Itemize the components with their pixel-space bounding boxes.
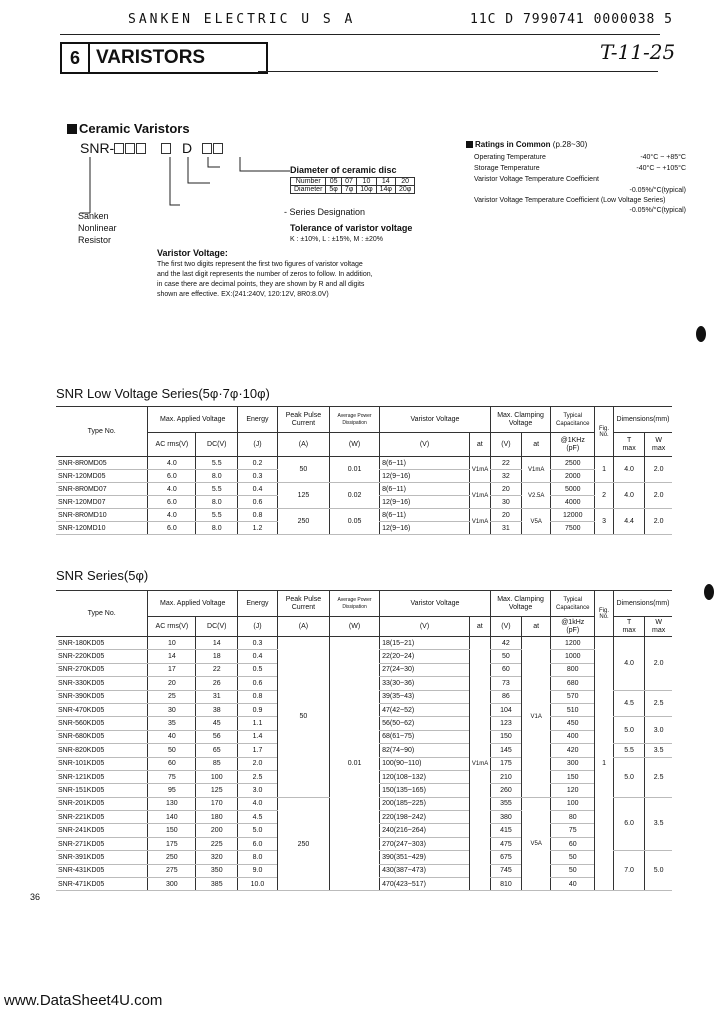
- table-cell: 300: [148, 878, 196, 891]
- handwritten-note: T-11-25: [600, 40, 676, 64]
- table-cell: SNR-120MD05: [56, 470, 148, 483]
- table-cell: 220(198~242): [380, 811, 470, 824]
- table-cell: V1mA: [522, 457, 551, 483]
- table-cell: 8(6~11): [380, 509, 470, 522]
- table-cell: 150: [148, 824, 196, 837]
- table-cell: SNR-220KD05: [56, 650, 148, 663]
- table-cell: 745: [490, 864, 521, 877]
- table-cell: 0.4: [238, 483, 278, 496]
- table-cell: 60: [148, 757, 196, 770]
- tolerance-text: K : ±10%, L : ±15%, M : ±20%: [290, 236, 383, 243]
- table-cell: 8(6~11): [380, 483, 470, 496]
- table-cell: V2.5A: [522, 483, 551, 509]
- dim-t: 5.0: [613, 757, 644, 797]
- table-cell: 100(90~110): [380, 757, 470, 770]
- table-cell: 415: [490, 824, 521, 837]
- table-cell: 60: [551, 837, 595, 850]
- table-cell: 8.0: [196, 496, 238, 509]
- table-cell: 50: [148, 744, 196, 757]
- rating-row: -0.05%/°C(typical): [629, 187, 686, 194]
- table-cell: 0.8: [238, 690, 278, 703]
- dim-w: 3.5: [645, 797, 672, 851]
- snr5-body: [56, 637, 672, 891]
- table-cell: 50: [277, 457, 329, 483]
- table-cell: 2.0: [645, 457, 672, 483]
- table-cell: 0.4: [238, 650, 278, 663]
- table-cell: 12(9~16): [380, 496, 470, 509]
- table-cell: 125: [196, 784, 238, 797]
- snr5-title: SNR Series(5φ): [56, 568, 149, 583]
- dim-w: 2.5: [645, 757, 672, 797]
- punch-hole: [696, 326, 706, 342]
- avg-power-merged: 0.01: [330, 637, 380, 891]
- table-cell: 2.0: [645, 483, 672, 509]
- table-cell: SNR-101KD05: [56, 757, 148, 770]
- rating-row: Varistor Voltage Temperature Coefficient: [474, 176, 599, 183]
- section-rule: [258, 71, 658, 72]
- peak-current-merged: 50: [277, 637, 329, 798]
- dim-w: 2.5: [645, 690, 672, 717]
- table-cell: 0.9: [238, 703, 278, 716]
- table-cell: 80: [551, 811, 595, 824]
- table-cell: 25: [148, 690, 196, 703]
- table-cell: 39(35~43): [380, 690, 470, 703]
- dim-t: 6.0: [613, 797, 644, 851]
- table-cell: 5.5: [196, 457, 238, 470]
- table-row: [56, 483, 672, 496]
- table-cell: 14: [196, 637, 238, 650]
- table-cell: 7500: [551, 522, 595, 535]
- table-cell: 8.0: [238, 851, 278, 864]
- table-cell: 675: [490, 851, 521, 864]
- clamp-at-merged: V5A: [522, 797, 551, 891]
- document-code: 11C D 7990741 0000038 5: [470, 12, 674, 27]
- table-cell: 355: [490, 797, 521, 810]
- table-cell: 20: [148, 677, 196, 690]
- table-cell: 22(20~24): [380, 650, 470, 663]
- table-cell: 260: [490, 784, 521, 797]
- table-cell: SNR-120MD07: [56, 496, 148, 509]
- table-cell: 1.7: [238, 744, 278, 757]
- table-cell: 1000: [551, 650, 595, 663]
- dim-t: 5.0: [613, 717, 644, 744]
- low-series-title: SNR Low Voltage Series(5φ·7φ·10φ): [56, 386, 270, 401]
- table-cell: SNR-390KD05: [56, 690, 148, 703]
- table-cell: 86: [490, 690, 521, 703]
- table-cell: 150(135~165): [380, 784, 470, 797]
- table-cell: 27(24~30): [380, 663, 470, 676]
- table-cell: 570: [551, 690, 595, 703]
- table-cell: 4000: [551, 496, 595, 509]
- table-cell: 75: [148, 770, 196, 783]
- table-cell: 320: [196, 851, 238, 864]
- table-row: [56, 457, 672, 470]
- table-cell: 8(6~11): [380, 457, 470, 470]
- table-cell: 175: [148, 837, 196, 850]
- table-cell: 120: [551, 784, 595, 797]
- table-cell: 47(42~52): [380, 703, 470, 716]
- table-cell: 150: [551, 770, 595, 783]
- table-cell: 150: [490, 730, 521, 743]
- table-cell: 20: [490, 483, 521, 496]
- table-cell: 50: [551, 864, 595, 877]
- table-cell: SNR-391KD05: [56, 851, 148, 864]
- table-cell: 1.4: [238, 730, 278, 743]
- table-cell: 12000: [551, 509, 595, 522]
- table-cell: 390(351~429): [380, 851, 470, 864]
- table-cell: 200: [196, 824, 238, 837]
- table-cell: 60: [490, 663, 521, 676]
- table-cell: 10.0: [238, 878, 278, 891]
- table-cell: 470(423~517): [380, 878, 470, 891]
- dim-t: 7.0: [613, 851, 644, 891]
- table-cell: 6.0: [148, 522, 196, 535]
- table-cell: 420: [551, 744, 595, 757]
- table-cell: 275: [148, 864, 196, 877]
- dim-w: 3.0: [645, 717, 672, 744]
- table-cell: 33(30~36): [380, 677, 470, 690]
- table-cell: 30: [148, 703, 196, 716]
- header-rule: [60, 34, 660, 35]
- table-cell: 4.0: [613, 483, 644, 509]
- rating-row: -0.05%/°C(typical): [629, 207, 686, 214]
- table-cell: 810: [490, 878, 521, 891]
- table-cell: 200(185~225): [380, 797, 470, 810]
- dim-w: 2.0: [645, 637, 672, 691]
- table-cell: 0.6: [238, 496, 278, 509]
- table-cell: 0.5: [238, 663, 278, 676]
- part-code-diagram: SNR- D: [80, 140, 224, 156]
- table-cell: 31: [490, 522, 521, 535]
- table-cell: 20: [490, 509, 521, 522]
- table-cell: 1200: [551, 637, 595, 650]
- table-cell: 5.5: [196, 509, 238, 522]
- rating-row: Varistor Voltage Temperature Coefficient (Low Voltage Series): [474, 197, 666, 204]
- table-cell: 130: [148, 797, 196, 810]
- table-cell: 50: [490, 650, 521, 663]
- table-cell: 6.0: [148, 496, 196, 509]
- clamp-at-merged: V1A: [522, 637, 551, 798]
- table-cell: 400: [551, 730, 595, 743]
- table-row: [56, 637, 672, 650]
- table-cell: 270(247~303): [380, 837, 470, 850]
- table-cell: 2: [595, 483, 614, 509]
- footer-watermark: www.DataSheet4U.com: [4, 992, 163, 1009]
- diameter-table: Number 05 07 10 14 20 Diameter 5φ 7φ 10φ 14φ 20φ: [290, 177, 415, 194]
- table-cell: SNR-151KD05: [56, 784, 148, 797]
- table-cell: SNR-241KD05: [56, 824, 148, 837]
- table-cell: SNR-120MD10: [56, 522, 148, 535]
- snr5-table: Type No. Max. Applied Voltage Energy Peak Pulse Current Average Power Dissipation Varistor Voltage Max. Clamping Voltage Typical Capacitance Fig. No. Dimensions(mm) AC rms(V) DC(V) (J) (A) (W) (V) at (V) at @1kHz (pF) T max W max SNR-180KD05 10 14 0.3 50 0.01 18(15~21) V1mA 42 V1A 1200 1 4.0 2.0 SNR-220KD05 14 18 0.4 22(20~24) 50 1000 SNR-270KD05 17 22 0.5 27(24~30) 60 800 SNR-330KD05 20 26 0.6 33(30~36) 73 680 SNR-390KD05 25 31 0.8 39(35~43) 86 570 4.5 2.5 SNR-470KD05 30 38 0.9 47(42~52) 104 510 SNR-560KD05 35 45 1.1 56(50~62) 123 450 5.0 3.0 SNR-680KD05 40 56 1.4 68(61~75) 150 400 SNR-820KD05 50 65 1.7 82(74~90) 145 420 5.5 3.5 SNR-101KD05 60 85 2.0 100(90~110) 175 300 5.0 2.5 SNR-121KD05 75 100 2.5 120(108~132) 210 150 SNR-151KD05 95 125 3.0 150(135~165) 260 120 SNR-201KD05 130 170 4.0 250 200(185~225) 355 V5A 100 6.0 3.5 SNR-221KD05 140 180 4.5 220(198~242) 380 80 SNR-241KD05 150 200 5.0 240(216~264) 415 75 SNR-271KD05 175 225 6.0 270(247~303) 475 60 SNR-391KD05 250 320 8.0 390(351~429) 675 50 7.0 5.0 SNR-431KD05 275 350 9.0 430(387~473) 745 50 SNR-471KD05 300 385 10.0 470(423~517) 810 40: [56, 590, 672, 891]
- table-cell: V1mA: [469, 509, 490, 535]
- table-cell: 5.5: [196, 483, 238, 496]
- sanken-label: Sanken Nonlinear Resistor: [78, 211, 117, 245]
- table-cell: 1: [595, 457, 614, 483]
- table-cell: 85: [196, 757, 238, 770]
- table-cell: 4.0: [238, 797, 278, 810]
- table-row: [56, 509, 672, 522]
- table-cell: 0.02: [330, 483, 380, 509]
- table-cell: 30: [490, 496, 521, 509]
- table-cell: 65: [196, 744, 238, 757]
- table-cell: 14: [148, 650, 196, 663]
- table-cell: 10: [148, 637, 196, 650]
- table-cell: 125: [277, 483, 329, 509]
- table-cell: 31: [196, 690, 238, 703]
- table-cell: 180: [196, 811, 238, 824]
- table-cell: 40: [551, 878, 595, 891]
- diameter-label: Diameter of ceramic disc: [290, 165, 397, 175]
- table-cell: 0.01: [330, 457, 380, 483]
- dim-t: 4.5: [613, 690, 644, 717]
- varistor-voltage-label: Varistor Voltage:: [157, 248, 228, 258]
- table-cell: SNR-180KD05: [56, 637, 148, 650]
- table-cell: 140: [148, 811, 196, 824]
- table-cell: 22: [490, 457, 521, 470]
- table-cell: 430(387~473): [380, 864, 470, 877]
- table-cell: 12(9~16): [380, 470, 470, 483]
- table-cell: SNR-270KD05: [56, 663, 148, 676]
- ratings-title: Ratings in Common (p.28~30): [466, 140, 587, 149]
- table-cell: 350: [196, 864, 238, 877]
- dim-w: 5.0: [645, 851, 672, 891]
- table-cell: 17: [148, 663, 196, 676]
- table-cell: 95: [148, 784, 196, 797]
- table-cell: 510: [551, 703, 595, 716]
- table-cell: 0.6: [238, 677, 278, 690]
- table-cell: 240(216~264): [380, 824, 470, 837]
- table-cell: 3: [595, 509, 614, 535]
- table-cell: 2000: [551, 470, 595, 483]
- table-cell: 56(50~62): [380, 717, 470, 730]
- table-cell: 2500: [551, 457, 595, 470]
- section-number: 6: [60, 42, 90, 74]
- table-cell: SNR-431KD05: [56, 864, 148, 877]
- table-cell: 100: [196, 770, 238, 783]
- table-cell: 210: [490, 770, 521, 783]
- table-cell: V1mA: [469, 457, 490, 483]
- table-cell: SNR-8R0MD05: [56, 457, 148, 470]
- table-cell: 0.2: [238, 457, 278, 470]
- table-cell: SNR-820KD05: [56, 744, 148, 757]
- table-cell: 380: [490, 811, 521, 824]
- table-cell: 104: [490, 703, 521, 716]
- table-cell: 4.0: [148, 509, 196, 522]
- table-cell: 0.8: [238, 509, 278, 522]
- table-cell: 40: [148, 730, 196, 743]
- table-cell: 225: [196, 837, 238, 850]
- table-cell: 475: [490, 837, 521, 850]
- table-cell: 26: [196, 677, 238, 690]
- table-cell: SNR-121KD05: [56, 770, 148, 783]
- table-cell: 6.0: [238, 837, 278, 850]
- table-cell: 35: [148, 717, 196, 730]
- table-cell: SNR-560KD05: [56, 717, 148, 730]
- table-cell: SNR-680KD05: [56, 730, 148, 743]
- table-cell: 0.3: [238, 637, 278, 650]
- table-cell: 385: [196, 878, 238, 891]
- table-cell: 68(61~75): [380, 730, 470, 743]
- table-cell: 5000: [551, 483, 595, 496]
- table-cell: V1mA: [469, 483, 490, 509]
- table-cell: 8.0: [196, 470, 238, 483]
- tolerance-label: Tolerance of varistor voltage: [290, 223, 413, 233]
- dim-t: 5.5: [613, 744, 644, 757]
- table-cell: SNR-470KD05: [56, 703, 148, 716]
- page-number: 36: [30, 892, 41, 902]
- bullet-square-icon: [466, 141, 473, 148]
- table-cell: 12(9~16): [380, 522, 470, 535]
- low-series-body: [56, 457, 672, 535]
- table-cell: SNR-201KD05: [56, 797, 148, 810]
- low-series-table: Type No. Max. Applied Voltage Energy Peak Pulse Current Average Power Dissipation Varistor Voltage Max. Clamping Voltage Typical Capacitance Fig. No. Dimensions(mm) AC rms(V) DC(V) (J) (A) (W) (V) at (V) at @1KHz (pF) T max W max SNR-8R0MD05 4.0 5.5 0.2 50 0.01 8(6~11) V1mA 22 V1mA 2500 1 4.0 2.0 SNR-120MD05 6.0 8.0 0.3 12(9~16) 32 2000 SNR-8R0MD07 4.0 5.5 0.4 125 0.02 8(6~11) V1mA 20 V2.5A 5000 2 4.0 2.0 SNR-120MD07 6.0 8.0 0.6 12(9~16) 30 4000 SNR-8R0MD10 4.0 5.5 0.8 250 0.05 8(6~11) V1mA 20 V5A 12000 3 4.4 2.0 SNR-120MD10 6.0 8.0 1.2 12(9~16) 31 7500: [56, 406, 672, 535]
- table-cell: 120(108~132): [380, 770, 470, 783]
- table-cell: 38: [196, 703, 238, 716]
- table-cell: 450: [551, 717, 595, 730]
- table-cell: 4.4: [613, 509, 644, 535]
- table-cell: SNR-8R0MD07: [56, 483, 148, 496]
- table-cell: 145: [490, 744, 521, 757]
- table-cell: 1.2: [238, 522, 278, 535]
- table-cell: 2.0: [645, 509, 672, 535]
- table-cell: 8.0: [196, 522, 238, 535]
- table-cell: 680: [551, 677, 595, 690]
- table-cell: SNR-221KD05: [56, 811, 148, 824]
- ratings-list: [474, 152, 686, 216]
- table-cell: V5A: [522, 509, 551, 535]
- vv-at-merged: V1mA: [469, 637, 490, 891]
- table-cell: 250: [148, 851, 196, 864]
- table-cell: 56: [196, 730, 238, 743]
- table-cell: 4.5: [238, 811, 278, 824]
- table-cell: 0.05: [330, 509, 380, 535]
- table-cell: 22: [196, 663, 238, 676]
- table-cell: 5.0: [238, 824, 278, 837]
- fig-merged: 1: [595, 637, 614, 891]
- table-cell: 2.5: [238, 770, 278, 783]
- table-cell: 73: [490, 677, 521, 690]
- ceramic-title: Ceramic Varistors: [67, 121, 190, 136]
- table-cell: 175: [490, 757, 521, 770]
- table-cell: 170: [196, 797, 238, 810]
- table-cell: 3.0: [238, 784, 278, 797]
- table-cell: 1.1: [238, 717, 278, 730]
- table-cell: SNR-330KD05: [56, 677, 148, 690]
- table-cell: 300: [551, 757, 595, 770]
- table-cell: 45: [196, 717, 238, 730]
- rating-row: Operating Temperature -40°C ~ +85°C: [474, 154, 686, 161]
- table-cell: 2.0: [238, 757, 278, 770]
- table-cell: 82(74~90): [380, 744, 470, 757]
- table-cell: 4.0: [148, 483, 196, 496]
- table-cell: SNR-271KD05: [56, 837, 148, 850]
- table-cell: 250: [277, 509, 329, 535]
- dim-t: 4.0: [613, 637, 644, 691]
- table-cell: 18: [196, 650, 238, 663]
- table-cell: 100: [551, 797, 595, 810]
- table-cell: 75: [551, 824, 595, 837]
- table-cell: 9.0: [238, 864, 278, 877]
- table-cell: 32: [490, 470, 521, 483]
- table-cell: 6.0: [148, 470, 196, 483]
- bullet-square-icon: [67, 124, 77, 134]
- table-cell: 4.0: [148, 457, 196, 470]
- varistor-voltage-text: The first two digits represent the first two figures of varistor voltage and the last digit represents the number of zeros to follow. In addition, in case there are decimal points, they are shown by R and all digits shown are effective. EX:(241:240V, 120:12V, 8R0:8.0V): [157, 261, 373, 298]
- table-cell: 50: [551, 851, 595, 864]
- series-designation: - Series Designation: [284, 207, 366, 217]
- table-cell: SNR-8R0MD10: [56, 509, 148, 522]
- table-cell: 4.0: [613, 457, 644, 483]
- table-cell: 18(15~21): [380, 637, 470, 650]
- table-cell: SNR-471KD05: [56, 878, 148, 891]
- dim-w: 3.5: [645, 744, 672, 757]
- rating-row: Storage Temperature -40°C ~ +105°C: [474, 165, 686, 172]
- table-cell: 0.3: [238, 470, 278, 483]
- table-cell: 800: [551, 663, 595, 676]
- peak-current-merged: 250: [277, 797, 329, 891]
- section-title: VARISTORS: [88, 42, 268, 74]
- company-header: SANKEN ELECTRIC U S A: [128, 12, 356, 27]
- punch-hole: [704, 584, 714, 600]
- table-cell: 42: [490, 637, 521, 650]
- table-cell: 123: [490, 717, 521, 730]
